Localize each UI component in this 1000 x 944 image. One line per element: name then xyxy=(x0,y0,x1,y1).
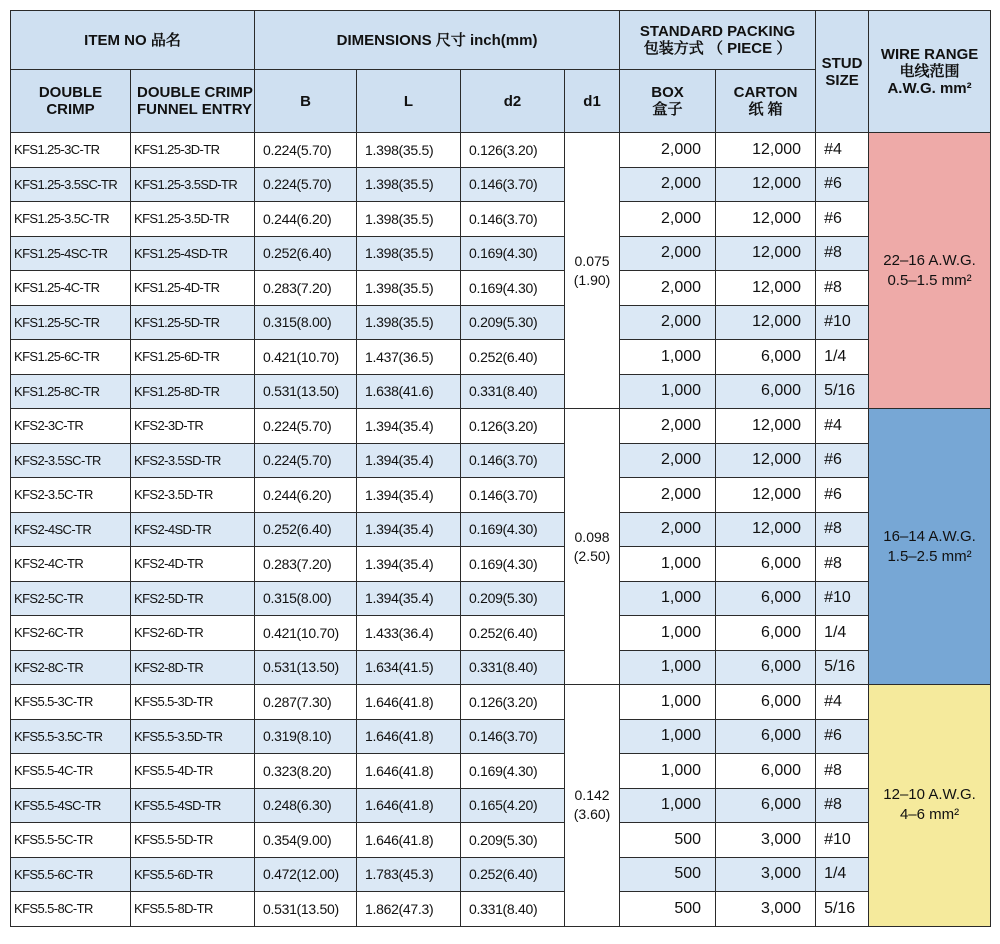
table-row xyxy=(11,892,991,927)
wire-range-cell xyxy=(869,685,991,927)
b-cell: 0.315(8.00) xyxy=(255,581,357,616)
funnel-entry-cell: KFS5.5-8D-TR xyxy=(131,892,255,927)
table-row xyxy=(11,719,991,754)
carton-cell: 12,000 xyxy=(716,271,816,306)
table-row xyxy=(11,133,991,168)
box-cell: 2,000 xyxy=(620,167,716,202)
stud-size-cell: 1/4 xyxy=(816,340,869,375)
box-cell: 1,000 xyxy=(620,581,716,616)
box-cell: 1,000 xyxy=(620,754,716,789)
box-cell: 2,000 xyxy=(620,202,716,237)
d2-cell: 0.146(3.70) xyxy=(461,443,565,478)
carton-cell: 12,000 xyxy=(716,443,816,478)
box-cell: 1,000 xyxy=(620,788,716,823)
box-cell: 1,000 xyxy=(620,374,716,409)
d2-cell: 0.146(3.70) xyxy=(461,167,565,202)
d1-cell xyxy=(565,409,620,685)
d2-cell: 0.146(3.70) xyxy=(461,478,565,513)
d2-cell: 0.146(3.70) xyxy=(461,719,565,754)
d1-mm: (1.90) xyxy=(573,271,611,288)
funnel-line1: DOUBLE CRIMP xyxy=(137,84,253,101)
box-cell: 500 xyxy=(620,892,716,927)
d2-cell: 0.126(3.20) xyxy=(461,409,565,444)
carton-cell: 6,000 xyxy=(716,616,816,651)
double-crimp-cell: KFS1.25-3C-TR xyxy=(11,133,131,168)
double-crimp-cell: KFS5.5-4SC-TR xyxy=(11,788,131,823)
wire-awg: 22–16 A.W.G. xyxy=(883,251,976,269)
box-header xyxy=(620,70,716,133)
stud-size-cell: #6 xyxy=(816,478,869,513)
double-crimp-cell: KFS2-6C-TR xyxy=(11,616,131,651)
l-cell: 1.398(35.5) xyxy=(357,167,461,202)
carton-cell: 12,000 xyxy=(716,202,816,237)
l-cell: 1.634(41.5) xyxy=(357,650,461,685)
b-cell: 0.252(6.40) xyxy=(255,236,357,271)
b-cell: 0.472(12.00) xyxy=(255,857,357,892)
carton-line2: 纸 箱 xyxy=(748,101,783,118)
terminal-spec-table xyxy=(10,10,991,927)
d1-inch: 0.142 xyxy=(574,787,610,804)
d2-cell: 0.165(4.20) xyxy=(461,788,565,823)
l-cell: 1.646(41.8) xyxy=(357,788,461,823)
stud-size-cell: #8 xyxy=(816,271,869,306)
double-crimp-cell: KFS1.25-4C-TR xyxy=(11,271,131,306)
double-crimp-header xyxy=(11,70,131,133)
funnel-entry-cell: KFS5.5-4SD-TR xyxy=(131,788,255,823)
d2-cell: 0.169(4.30) xyxy=(461,512,565,547)
table-header xyxy=(11,11,991,133)
d2-cell: 0.252(6.40) xyxy=(461,616,565,651)
stud-size-cell: #6 xyxy=(816,167,869,202)
carton-cell: 6,000 xyxy=(716,788,816,823)
double-crimp-cell: KFS1.25-6C-TR xyxy=(11,340,131,375)
l-cell: 1.646(41.8) xyxy=(357,823,461,858)
b-cell: 0.421(10.70) xyxy=(255,616,357,651)
table-row xyxy=(11,167,991,202)
table-row xyxy=(11,823,991,858)
funnel-entry-cell: KFS1.25-3.5D-TR xyxy=(131,202,255,237)
funnel-entry-cell: KFS2-4SD-TR xyxy=(131,512,255,547)
double-crimp-cell: KFS1.25-4SC-TR xyxy=(11,236,131,271)
table-row xyxy=(11,547,991,582)
double-crimp-cell: KFS1.25-8C-TR xyxy=(11,374,131,409)
funnel-entry-cell: KFS1.25-4SD-TR xyxy=(131,236,255,271)
double-crimp-cell: KFS2-3.5C-TR xyxy=(11,478,131,513)
table-row xyxy=(11,512,991,547)
stud-size-cell: #8 xyxy=(816,754,869,789)
double-crimp-cell: KFS5.5-5C-TR xyxy=(11,823,131,858)
funnel-entry-cell: KFS5.5-3.5D-TR xyxy=(131,719,255,754)
d2-cell: 0.331(8.40) xyxy=(461,374,565,409)
b-cell: 0.319(8.10) xyxy=(255,719,357,754)
d1-inch: 0.098 xyxy=(574,528,610,545)
double-crimp-cell: KFS5.5-4C-TR xyxy=(11,754,131,789)
wire-header-line3: A.W.G. mm² xyxy=(887,80,972,97)
d2-cell: 0.126(3.20) xyxy=(461,133,565,168)
double-crimp-cell: KFS2-5C-TR xyxy=(11,581,131,616)
table-row xyxy=(11,788,991,823)
d2-cell: 0.331(8.40) xyxy=(461,650,565,685)
col-d1-header: d1 xyxy=(565,70,620,133)
carton-cell: 12,000 xyxy=(716,167,816,202)
box-line1: BOX xyxy=(651,84,684,101)
funnel-entry-cell: KFS5.5-3D-TR xyxy=(131,685,255,720)
wire-range-header xyxy=(869,11,991,133)
b-cell: 0.315(8.00) xyxy=(255,305,357,340)
carton-cell: 3,000 xyxy=(716,892,816,927)
stud-size-cell: 5/16 xyxy=(816,650,869,685)
b-cell: 0.531(13.50) xyxy=(255,374,357,409)
double-crimp-cell: KFS2-4C-TR xyxy=(11,547,131,582)
d2-cell: 0.209(5.30) xyxy=(461,581,565,616)
box-cell: 2,000 xyxy=(620,409,716,444)
box-cell: 1,000 xyxy=(620,547,716,582)
stud-size-cell: #8 xyxy=(816,512,869,547)
wire-awg: 16–14 A.W.G. xyxy=(883,527,976,545)
double-crimp-cell: KFS1.25-3.5SC-TR xyxy=(11,167,131,202)
box-cell: 2,000 xyxy=(620,271,716,306)
d2-cell: 0.169(4.30) xyxy=(461,271,565,306)
double-crimp-cell: KFS1.25-5C-TR xyxy=(11,305,131,340)
l-cell: 1.398(35.5) xyxy=(357,236,461,271)
box-cell: 1,000 xyxy=(620,719,716,754)
b-cell: 0.224(5.70) xyxy=(255,133,357,168)
double-crimp-line1: DOUBLE xyxy=(38,84,103,101)
d1-cell xyxy=(565,133,620,409)
d2-cell: 0.252(6.40) xyxy=(461,857,565,892)
l-cell: 1.862(47.3) xyxy=(357,892,461,927)
stud-size-cell: 1/4 xyxy=(816,857,869,892)
box-line2: 盒子 xyxy=(652,101,683,118)
table-row xyxy=(11,202,991,237)
funnel-entry-cell: KFS2-3.5SD-TR xyxy=(131,443,255,478)
carton-cell: 12,000 xyxy=(716,512,816,547)
b-cell: 0.283(7.20) xyxy=(255,547,357,582)
table-row xyxy=(11,305,991,340)
table-row xyxy=(11,374,991,409)
double-crimp-cell: KFS5.5-8C-TR xyxy=(11,892,131,927)
d2-cell: 0.169(4.30) xyxy=(461,547,565,582)
funnel-entry-cell: KFS2-3.5D-TR xyxy=(131,478,255,513)
l-cell: 1.398(35.5) xyxy=(357,202,461,237)
funnel-entry-cell: KFS5.5-5D-TR xyxy=(131,823,255,858)
b-cell: 0.224(5.70) xyxy=(255,167,357,202)
spec-table-container xyxy=(10,10,990,927)
funnel-entry-header xyxy=(131,70,255,133)
d2-cell: 0.331(8.40) xyxy=(461,892,565,927)
carton-cell: 6,000 xyxy=(716,581,816,616)
carton-cell: 12,000 xyxy=(716,236,816,271)
double-crimp-line2: CRIMP xyxy=(46,101,95,118)
b-cell: 0.287(7.30) xyxy=(255,685,357,720)
wire-mm2: 1.5–2.5 mm² xyxy=(887,547,972,565)
wire-mm2: 4–6 mm² xyxy=(899,806,960,824)
stud-size-cell: #4 xyxy=(816,409,869,444)
stud-size-cell: #6 xyxy=(816,719,869,754)
double-crimp-cell: KFS1.25-3.5C-TR xyxy=(11,202,131,237)
carton-cell: 12,000 xyxy=(716,409,816,444)
box-cell: 2,000 xyxy=(620,443,716,478)
d2-cell: 0.126(3.20) xyxy=(461,685,565,720)
d1-cell xyxy=(565,685,620,927)
l-cell: 1.394(35.4) xyxy=(357,478,461,513)
l-cell: 1.394(35.4) xyxy=(357,547,461,582)
stud-size-cell: #4 xyxy=(816,685,869,720)
table-row xyxy=(11,236,991,271)
b-cell: 0.252(6.40) xyxy=(255,512,357,547)
carton-cell: 6,000 xyxy=(716,340,816,375)
table-row xyxy=(11,271,991,306)
table-row xyxy=(11,685,991,720)
stud-size-cell: #8 xyxy=(816,547,869,582)
l-cell: 1.394(35.4) xyxy=(357,409,461,444)
stud-size-cell: #10 xyxy=(816,305,869,340)
col-b-header: B xyxy=(255,70,357,133)
l-cell: 1.783(45.3) xyxy=(357,857,461,892)
wire-awg: 12–10 A.W.G. xyxy=(883,786,976,804)
box-cell: 2,000 xyxy=(620,478,716,513)
stud-size-header xyxy=(816,11,869,133)
carton-cell: 3,000 xyxy=(716,823,816,858)
stud-size-cell: #10 xyxy=(816,581,869,616)
packing-header xyxy=(620,11,816,70)
table-row xyxy=(11,478,991,513)
b-cell: 0.224(5.70) xyxy=(255,443,357,478)
stud-size-cell: #8 xyxy=(816,236,869,271)
carton-cell: 6,000 xyxy=(716,754,816,789)
funnel-entry-cell: KFS1.25-3.5SD-TR xyxy=(131,167,255,202)
table-row xyxy=(11,650,991,685)
double-crimp-cell: KFS2-4SC-TR xyxy=(11,512,131,547)
box-cell: 2,000 xyxy=(620,512,716,547)
d2-cell: 0.169(4.30) xyxy=(461,236,565,271)
stud-size-cell: #6 xyxy=(816,443,869,478)
stud-size-cell: 5/16 xyxy=(816,892,869,927)
funnel-entry-cell: KFS1.25-8D-TR xyxy=(131,374,255,409)
l-cell: 1.398(35.5) xyxy=(357,271,461,306)
l-cell: 1.398(35.5) xyxy=(357,305,461,340)
table-row xyxy=(11,857,991,892)
box-cell: 2,000 xyxy=(620,305,716,340)
box-cell: 2,000 xyxy=(620,236,716,271)
box-cell: 1,000 xyxy=(620,650,716,685)
stud-header-line2: SIZE xyxy=(825,71,859,89)
l-cell: 1.394(35.4) xyxy=(357,581,461,616)
table-row xyxy=(11,443,991,478)
funnel-entry-cell: KFS5.5-6D-TR xyxy=(131,857,255,892)
b-cell: 0.421(10.70) xyxy=(255,340,357,375)
box-cell: 1,000 xyxy=(620,340,716,375)
d2-cell: 0.209(5.30) xyxy=(461,823,565,858)
double-crimp-cell: KFS2-3C-TR xyxy=(11,409,131,444)
l-cell: 1.646(41.8) xyxy=(357,719,461,754)
carton-cell: 6,000 xyxy=(716,374,816,409)
double-crimp-cell: KFS2-3.5SC-TR xyxy=(11,443,131,478)
box-cell: 1,000 xyxy=(620,685,716,720)
table-row xyxy=(11,340,991,375)
d2-cell: 0.146(3.70) xyxy=(461,202,565,237)
stud-size-cell: #8 xyxy=(816,788,869,823)
box-cell: 2,000 xyxy=(620,133,716,168)
carton-cell: 6,000 xyxy=(716,685,816,720)
item-no-header: ITEM NO 品名 xyxy=(11,11,255,70)
wire-range-cell xyxy=(869,133,991,409)
carton-cell: 6,000 xyxy=(716,719,816,754)
carton-cell: 6,000 xyxy=(716,547,816,582)
double-crimp-cell: KFS5.5-3C-TR xyxy=(11,685,131,720)
d2-cell: 0.252(6.40) xyxy=(461,340,565,375)
carton-cell: 3,000 xyxy=(716,857,816,892)
wire-mm2: 0.5–1.5 mm² xyxy=(887,271,972,289)
stud-size-cell: 1/4 xyxy=(816,616,869,651)
packing-header-line1: STANDARD PACKING xyxy=(639,23,796,40)
stud-size-cell: #10 xyxy=(816,823,869,858)
d2-cell: 0.169(4.30) xyxy=(461,754,565,789)
funnel-entry-cell: KFS2-3D-TR xyxy=(131,409,255,444)
l-cell: 1.437(36.5) xyxy=(357,340,461,375)
double-crimp-cell: KFS2-8C-TR xyxy=(11,650,131,685)
funnel-entry-cell: KFS2-5D-TR xyxy=(131,581,255,616)
d1-inch: 0.075 xyxy=(574,252,610,269)
b-cell: 0.531(13.50) xyxy=(255,892,357,927)
packing-header-line2: 包装方式 （ PIECE ） xyxy=(643,40,792,57)
l-cell: 1.398(35.5) xyxy=(357,133,461,168)
b-cell: 0.244(6.20) xyxy=(255,202,357,237)
table-row xyxy=(11,616,991,651)
funnel-entry-cell: KFS2-8D-TR xyxy=(131,650,255,685)
carton-line1: CARTON xyxy=(733,84,798,101)
wire-header-line2: 电线范围 xyxy=(899,63,960,80)
table-row xyxy=(11,754,991,789)
stud-header-line1: STUD xyxy=(821,54,863,72)
funnel-entry-cell: KFS1.25-5D-TR xyxy=(131,305,255,340)
b-cell: 0.248(6.30) xyxy=(255,788,357,823)
funnel-entry-cell: KFS1.25-3D-TR xyxy=(131,133,255,168)
d2-cell: 0.209(5.30) xyxy=(461,305,565,340)
box-cell: 500 xyxy=(620,857,716,892)
wire-header-line1: WIRE RANGE xyxy=(880,46,979,63)
l-cell: 1.646(41.8) xyxy=(357,685,461,720)
funnel-entry-cell: KFS2-4D-TR xyxy=(131,547,255,582)
stud-size-cell: 5/16 xyxy=(816,374,869,409)
double-crimp-cell: KFS5.5-6C-TR xyxy=(11,857,131,892)
stud-size-cell: #6 xyxy=(816,202,869,237)
carton-cell: 6,000 xyxy=(716,650,816,685)
table-body xyxy=(11,133,991,927)
col-d2-header: d2 xyxy=(461,70,565,133)
box-cell: 1,000 xyxy=(620,616,716,651)
carton-header xyxy=(716,70,816,133)
l-cell: 1.394(35.4) xyxy=(357,512,461,547)
box-cell: 500 xyxy=(620,823,716,858)
funnel-entry-cell: KFS1.25-4D-TR xyxy=(131,271,255,306)
l-cell: 1.433(36.4) xyxy=(357,616,461,651)
l-cell: 1.646(41.8) xyxy=(357,754,461,789)
carton-cell: 12,000 xyxy=(716,305,816,340)
funnel-line2: FUNNEL ENTRY xyxy=(137,101,253,118)
d1-mm: (3.60) xyxy=(573,806,611,823)
wire-range-cell xyxy=(869,409,991,685)
l-cell: 1.638(41.6) xyxy=(357,374,461,409)
l-cell: 1.394(35.4) xyxy=(357,443,461,478)
carton-cell: 12,000 xyxy=(716,133,816,168)
b-cell: 0.244(6.20) xyxy=(255,478,357,513)
carton-cell: 12,000 xyxy=(716,478,816,513)
b-cell: 0.283(7.20) xyxy=(255,271,357,306)
table-row xyxy=(11,581,991,616)
table-row xyxy=(11,409,991,444)
funnel-entry-cell: KFS5.5-4D-TR xyxy=(131,754,255,789)
col-l-header: L xyxy=(357,70,461,133)
stud-size-cell: #4 xyxy=(816,133,869,168)
b-cell: 0.531(13.50) xyxy=(255,650,357,685)
funnel-entry-cell: KFS2-6D-TR xyxy=(131,616,255,651)
d1-mm: (2.50) xyxy=(573,547,611,564)
dimensions-header: DIMENSIONS 尺寸 inch(mm) xyxy=(255,11,620,70)
b-cell: 0.224(5.70) xyxy=(255,409,357,444)
b-cell: 0.323(8.20) xyxy=(255,754,357,789)
funnel-entry-cell: KFS1.25-6D-TR xyxy=(131,340,255,375)
b-cell: 0.354(9.00) xyxy=(255,823,357,858)
double-crimp-cell: KFS5.5-3.5C-TR xyxy=(11,719,131,754)
